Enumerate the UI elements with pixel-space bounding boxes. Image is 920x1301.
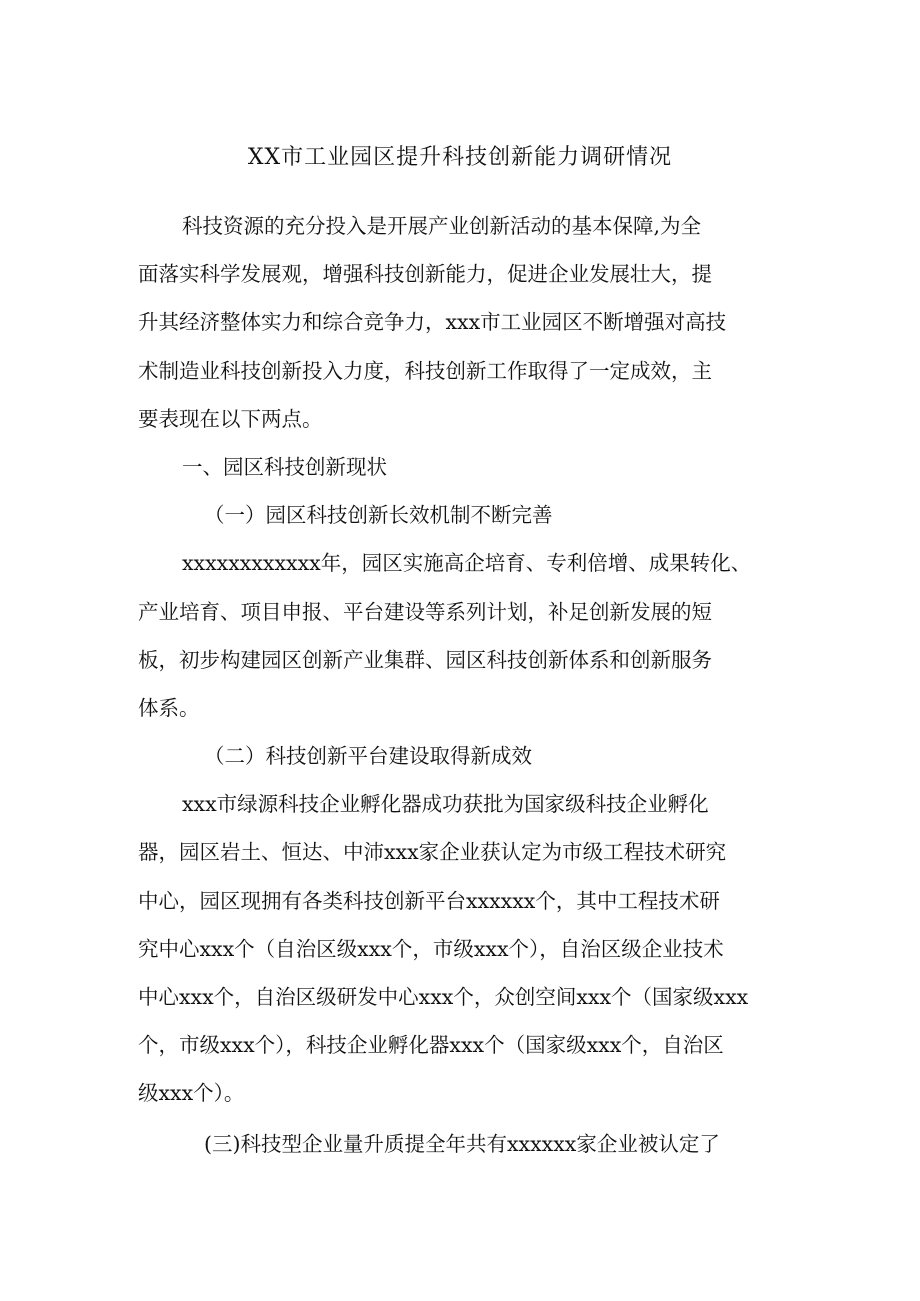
document-title: XX市工业园区提升科技创新能力调研情况: [247, 145, 673, 170]
paragraph-line: xxxxxxxxxxxx年，园区实施高企培育、专利倍增、成果转化、: [182, 551, 752, 576]
paragraph-line: 面落实科学发展观，增强科技创新能力，促进企业发展壮大，提: [138, 262, 712, 287]
paragraph-line: 中心xxx个，自治区级研发中心xxx个，众创空间xxx个（国家级xxx: [138, 985, 749, 1009]
paragraph-line: 究中心xxx个（自治区级xxx个，市级xxx个），自治区级企业技术: [138, 936, 724, 961]
paragraph-line: 科技资源的充分投入是开展产业创新活动的基本保障,为全: [182, 214, 702, 238]
paragraph-line: 体系。: [138, 695, 200, 720]
paragraph-line: xxx市绿源科技企业孵化器成功获批为国家级科技企业孵化: [182, 792, 709, 817]
section-heading: 一、园区科技创新现状: [182, 454, 387, 479]
paragraph-line: 术制造业科技创新投入力度，科技创新工作取得了一定成效，主: [138, 358, 712, 383]
paragraph-line: 升其经济整体实力和综合竞争力，xxx市工业园区不断增强对高技: [138, 310, 727, 335]
subsection-heading: （一）园区科技创新长效机制不断完善: [204, 503, 553, 528]
paragraph-line: 产业培育、项目申报、平台建设等系列计划，补足创新发展的短: [138, 599, 712, 624]
subsection-heading: （二）科技创新平台建设取得新成效: [204, 744, 532, 769]
paragraph-line: 级xxx个）。: [138, 1081, 245, 1106]
document-body: [138, 202, 788, 1168]
paragraph-line: 个，市级xxx个），科技企业孵化器xxx个（国家级xxx个，自治区: [138, 1033, 724, 1058]
paragraph-line: 要表现在以下两点。: [138, 406, 323, 431]
paragraph-line: 器，园区岩土、恒达、中沛xxx家企业获认定为市级工程技术研究: [138, 840, 727, 865]
subsection-heading: (三)科技型企业量升质提全年共有xxxxxx家企业被认定了: [204, 1131, 720, 1156]
paragraph-line: 板，初步构建园区创新产业集群、园区科技创新体系和创新服务: [138, 647, 712, 672]
paragraph-line: 中心，园区现拥有各类科技创新平台xxxxxx个，其中工程技术研: [138, 888, 720, 913]
